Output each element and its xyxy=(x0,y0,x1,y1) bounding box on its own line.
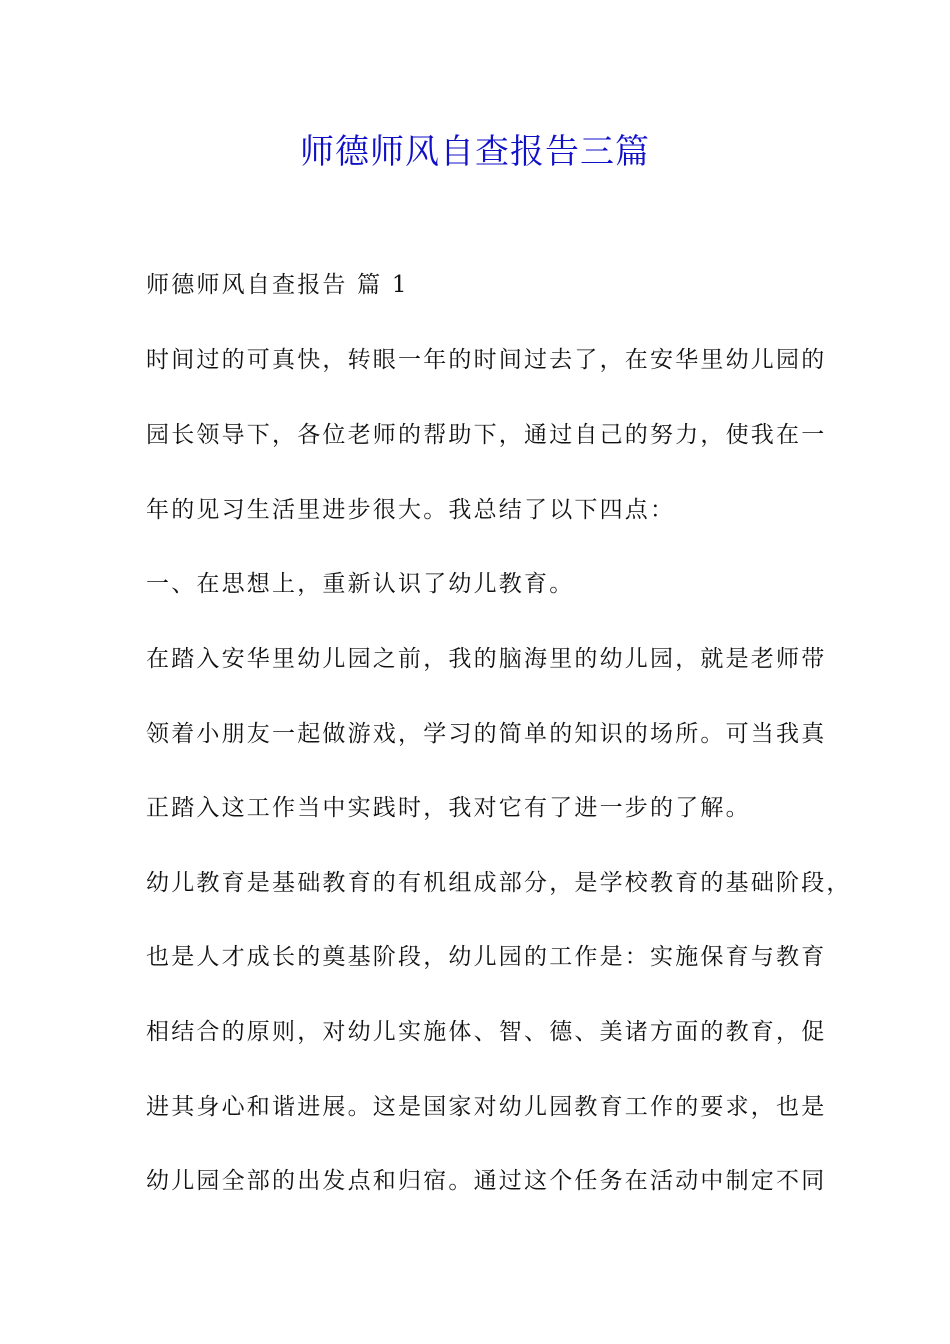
paragraph-line-7: 正踏入这工作当中实践时，我对它有了进一步的了解。 xyxy=(146,795,751,821)
paragraph-line-8: 幼儿教育是基础教育的有机组成部分，是学校教育的基础阶段， xyxy=(146,870,852,896)
paragraph-line-5: 在踏入安华里幼儿园之前，我的脑海里的幼儿园，就是老师带 xyxy=(146,646,827,672)
paragraph-line-11: 进其身心和谐进展。这是国家对幼儿园教育工作的要求，也是 xyxy=(146,1094,827,1120)
document-title: 师德师风自查报告三篇 xyxy=(300,132,650,172)
subheading-line: 一、在思想上，重新认识了幼儿教育。 xyxy=(146,571,575,597)
paragraph-line-1: 时间过的可真快，转眼一年的时间过去了，在安华里幼儿园的 xyxy=(146,347,827,373)
paragraph-line-2: 园长领导下，各位老师的帮助下，通过自己的努力，使我在一 xyxy=(146,422,827,448)
paragraph-line-10: 相结合的原则，对幼儿实施体、智、德、美诸方面的教育，促 xyxy=(146,1019,827,1045)
paragraph-line-6: 领着小朋友一起做游戏，学习的简单的知识的场所。可当我真 xyxy=(146,721,827,747)
paragraph-line-3: 年的见习生活里进步很大。我总结了以下四点： xyxy=(146,497,676,523)
paragraph-line-12: 幼儿园全部的出发点和归宿。通过这个任务在活动中制定不同 xyxy=(146,1168,827,1194)
section-heading: 师德师风自查报告 篇 1 xyxy=(146,272,409,298)
paragraph-line-9: 也是人才成长的奠基阶段，幼儿园的工作是：实施保育与教育 xyxy=(146,944,827,970)
